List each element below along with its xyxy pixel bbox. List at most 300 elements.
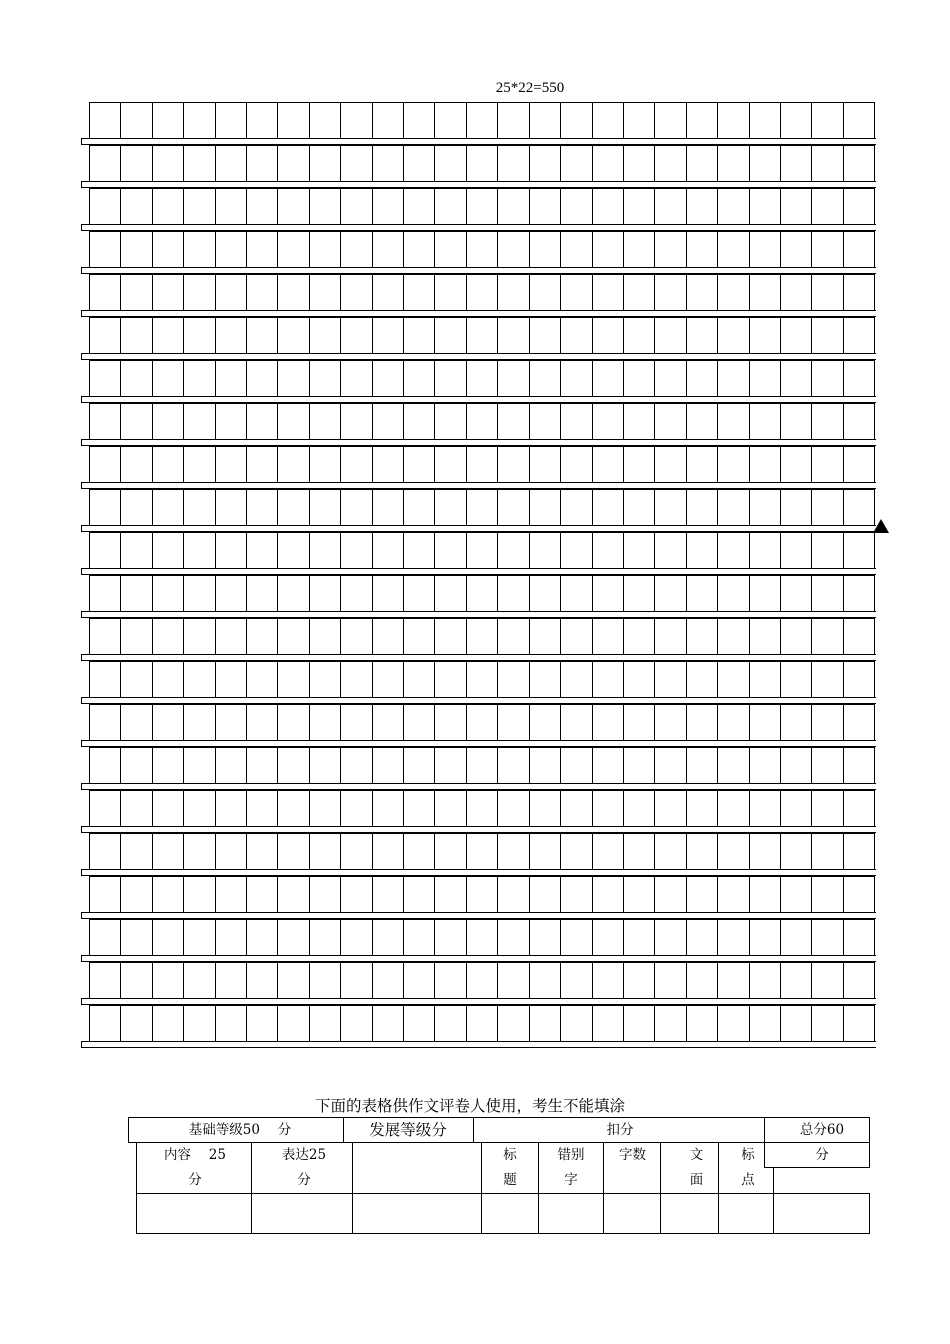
grid-cell[interactable] [843, 704, 875, 740]
grid-cell[interactable] [183, 532, 214, 568]
grid-cell[interactable] [623, 102, 654, 138]
grid-cell[interactable] [466, 231, 497, 267]
grid-cell[interactable] [466, 403, 497, 439]
grid-cell[interactable] [89, 790, 120, 826]
grid-cell[interactable] [623, 962, 654, 998]
grid-cell[interactable] [89, 704, 120, 740]
grid-cell[interactable] [152, 1005, 183, 1041]
grid-cell[interactable] [434, 833, 465, 869]
grid-cell[interactable] [403, 102, 434, 138]
grid-cell[interactable] [843, 618, 875, 654]
grid-cell[interactable] [340, 919, 371, 955]
grid-cell[interactable] [152, 102, 183, 138]
grid-cell[interactable] [120, 661, 151, 697]
grid-cell[interactable] [592, 1005, 623, 1041]
grid-cell[interactable] [215, 919, 246, 955]
grid-cell[interactable] [277, 532, 308, 568]
grid-cell[interactable] [466, 188, 497, 224]
grid-cell[interactable] [497, 919, 528, 955]
grid-cell[interactable] [717, 403, 748, 439]
grid-cell[interactable] [560, 188, 591, 224]
grid-cell[interactable] [497, 446, 528, 482]
grid-cell[interactable] [183, 833, 214, 869]
grid-cell[interactable] [309, 360, 340, 396]
grid-cell[interactable] [89, 618, 120, 654]
grid-cell[interactable] [215, 231, 246, 267]
grid-cell[interactable] [686, 317, 717, 353]
grid-cell[interactable] [529, 532, 560, 568]
grid-cell[interactable] [277, 876, 308, 912]
grid-cell[interactable] [843, 360, 875, 396]
grid-cell[interactable] [749, 403, 780, 439]
grid-cell[interactable] [309, 274, 340, 310]
grid-cell[interactable] [529, 962, 560, 998]
grid-cell[interactable] [403, 446, 434, 482]
grid-cell[interactable] [372, 704, 403, 740]
grid-cell[interactable] [246, 919, 277, 955]
grid-cell[interactable] [529, 661, 560, 697]
grid-cell[interactable] [183, 145, 214, 181]
grid-cell[interactable] [403, 704, 434, 740]
grid-cell[interactable] [529, 317, 560, 353]
grid-cell[interactable] [466, 274, 497, 310]
grid-cell[interactable] [686, 1005, 717, 1041]
grid-cell[interactable] [811, 274, 842, 310]
grid-cell[interactable] [811, 618, 842, 654]
grid-cell[interactable] [623, 790, 654, 826]
grid-cell[interactable] [246, 876, 277, 912]
grid-cell[interactable] [686, 403, 717, 439]
grid-cell[interactable] [277, 661, 308, 697]
grid-cell[interactable] [592, 446, 623, 482]
grid-cell[interactable] [497, 360, 528, 396]
grid-cell[interactable] [497, 102, 528, 138]
grid-cell[interactable] [89, 403, 120, 439]
grid-cell[interactable] [811, 188, 842, 224]
grid-cell[interactable] [529, 876, 560, 912]
grid-cell[interactable] [592, 360, 623, 396]
grid-cell[interactable] [497, 188, 528, 224]
grid-cell[interactable] [811, 575, 842, 611]
grid-cell[interactable] [717, 231, 748, 267]
grid-cell[interactable] [120, 962, 151, 998]
grid-cell[interactable] [277, 231, 308, 267]
grid-cell[interactable] [120, 1005, 151, 1041]
grid-cell[interactable] [560, 1005, 591, 1041]
grid-cell[interactable] [654, 489, 685, 525]
grid-cell[interactable] [466, 876, 497, 912]
grid-cell[interactable] [654, 790, 685, 826]
grid-cell[interactable] [749, 317, 780, 353]
grid-cell[interactable] [843, 489, 875, 525]
grid-cell[interactable] [623, 618, 654, 654]
grid-cell[interactable] [215, 618, 246, 654]
grid-cell[interactable] [749, 876, 780, 912]
grid-cell[interactable] [309, 231, 340, 267]
grid-cell[interactable] [717, 360, 748, 396]
grid-cell[interactable] [403, 575, 434, 611]
grid-cell[interactable] [466, 962, 497, 998]
grid-cell[interactable] [309, 188, 340, 224]
grid-cell[interactable] [529, 618, 560, 654]
grid-cell[interactable] [340, 489, 371, 525]
grid-cell[interactable] [497, 661, 528, 697]
grid-cell[interactable] [340, 747, 371, 783]
grid-cell[interactable] [434, 317, 465, 353]
grid-cell[interactable] [309, 575, 340, 611]
grid-cell[interactable] [340, 360, 371, 396]
grid-cell[interactable] [592, 704, 623, 740]
grid-cell[interactable] [654, 1005, 685, 1041]
grid-cell[interactable] [246, 790, 277, 826]
grid-cell[interactable] [183, 661, 214, 697]
grid-cell[interactable] [183, 618, 214, 654]
grid-cell[interactable] [560, 575, 591, 611]
grid-cell[interactable] [152, 145, 183, 181]
grid-cell[interactable] [749, 919, 780, 955]
grid-cell[interactable] [497, 532, 528, 568]
grid-cell[interactable] [152, 532, 183, 568]
grid-cell[interactable] [686, 618, 717, 654]
grid-cell[interactable] [717, 919, 748, 955]
grid-cell[interactable] [560, 317, 591, 353]
grid-cell[interactable] [560, 962, 591, 998]
grid-cell[interactable] [843, 317, 875, 353]
grid-cell[interactable] [215, 360, 246, 396]
grid-cell[interactable] [717, 446, 748, 482]
grid-cell[interactable] [592, 575, 623, 611]
grid-cell[interactable] [686, 102, 717, 138]
grid-cell[interactable] [434, 790, 465, 826]
grid-cell[interactable] [152, 403, 183, 439]
grid-cell[interactable] [623, 403, 654, 439]
grid-cell[interactable] [497, 962, 528, 998]
grid-cell[interactable] [843, 188, 875, 224]
grid-cell[interactable] [120, 919, 151, 955]
grid-cell[interactable] [183, 575, 214, 611]
grid-cell[interactable] [529, 446, 560, 482]
grid-cell[interactable] [811, 661, 842, 697]
grid-cell[interactable] [246, 575, 277, 611]
grid-cell[interactable] [183, 274, 214, 310]
grid-cell[interactable] [654, 360, 685, 396]
grid-cell[interactable] [215, 532, 246, 568]
grid-cell[interactable] [466, 704, 497, 740]
grid-cell[interactable] [749, 446, 780, 482]
grid-cell[interactable] [340, 231, 371, 267]
grid-cell[interactable] [89, 962, 120, 998]
grid-cell[interactable] [686, 231, 717, 267]
grid-cell[interactable] [466, 532, 497, 568]
grid-cell[interactable] [403, 618, 434, 654]
grid-cell[interactable] [120, 274, 151, 310]
grid-cell[interactable] [340, 704, 371, 740]
grid-cell[interactable] [592, 489, 623, 525]
grid-cell[interactable] [183, 231, 214, 267]
grid-cell[interactable] [152, 489, 183, 525]
grid-cell[interactable] [309, 962, 340, 998]
grid-cell[interactable] [246, 661, 277, 697]
grid-cell[interactable] [152, 231, 183, 267]
grid-cell[interactable] [686, 532, 717, 568]
grid-cell[interactable] [277, 962, 308, 998]
grid-cell[interactable] [340, 274, 371, 310]
grid-cell[interactable] [152, 360, 183, 396]
grid-cell[interactable] [215, 833, 246, 869]
grid-cell[interactable] [215, 317, 246, 353]
grid-cell[interactable] [215, 790, 246, 826]
grid-cell[interactable] [246, 145, 277, 181]
grid-cell[interactable] [654, 618, 685, 654]
grid-cell[interactable] [120, 618, 151, 654]
grid-cell[interactable] [843, 1005, 875, 1041]
grid-cell[interactable] [434, 876, 465, 912]
grid-cell[interactable] [277, 919, 308, 955]
grid-cell[interactable] [780, 360, 811, 396]
grid-cell[interactable] [466, 661, 497, 697]
grid-cell[interactable] [592, 790, 623, 826]
grid-cell[interactable] [529, 145, 560, 181]
grid-cell[interactable] [466, 1005, 497, 1041]
grid-cell[interactable] [780, 876, 811, 912]
grid-cell[interactable] [654, 231, 685, 267]
grid-cell[interactable] [497, 618, 528, 654]
grid-cell[interactable] [309, 1005, 340, 1041]
grid-cell[interactable] [183, 919, 214, 955]
grid-cell[interactable] [843, 790, 875, 826]
grid-cell[interactable] [749, 747, 780, 783]
grid-cell[interactable] [152, 188, 183, 224]
grid-cell[interactable] [780, 575, 811, 611]
grid-cell[interactable] [89, 1005, 120, 1041]
grid-cell[interactable] [403, 532, 434, 568]
grid-cell[interactable] [780, 403, 811, 439]
grid-cell[interactable] [717, 790, 748, 826]
grid-cell[interactable] [89, 747, 120, 783]
grid-cell[interactable] [89, 489, 120, 525]
grid-cell[interactable] [592, 618, 623, 654]
grid-cell[interactable] [843, 231, 875, 267]
grid-cell[interactable] [340, 532, 371, 568]
grid-cell[interactable] [623, 747, 654, 783]
grid-cell[interactable] [529, 274, 560, 310]
grid-cell[interactable] [434, 145, 465, 181]
grid-cell[interactable] [372, 102, 403, 138]
grid-cell[interactable] [686, 747, 717, 783]
grid-cell[interactable] [152, 274, 183, 310]
grid-cell[interactable] [120, 188, 151, 224]
grid-cell[interactable] [717, 876, 748, 912]
grid-cell[interactable] [466, 747, 497, 783]
grid-cell[interactable] [215, 102, 246, 138]
grid-cell[interactable] [717, 145, 748, 181]
grid-cell[interactable] [654, 102, 685, 138]
grid-cell[interactable] [592, 532, 623, 568]
grid-cell[interactable] [372, 360, 403, 396]
grid-cell[interactable] [780, 833, 811, 869]
grid-cell[interactable] [372, 962, 403, 998]
grid-cell[interactable] [309, 446, 340, 482]
grid-cell[interactable] [434, 747, 465, 783]
grid-cell[interactable] [89, 145, 120, 181]
grid-cell[interactable] [497, 704, 528, 740]
grid-cell[interactable] [560, 876, 591, 912]
grid-cell[interactable] [183, 188, 214, 224]
grid-cell[interactable] [592, 317, 623, 353]
grid-cell[interactable] [654, 919, 685, 955]
grid-cell[interactable] [811, 145, 842, 181]
grid-cell[interactable] [434, 360, 465, 396]
grid-cell[interactable] [560, 790, 591, 826]
grid-cell[interactable] [749, 231, 780, 267]
grid-cell[interactable] [183, 403, 214, 439]
grid-cell[interactable] [497, 747, 528, 783]
grid-cell[interactable] [811, 919, 842, 955]
grid-cell[interactable] [623, 188, 654, 224]
grid-cell[interactable] [717, 962, 748, 998]
grid-cell[interactable] [309, 618, 340, 654]
grid-cell[interactable] [340, 145, 371, 181]
grid-cell[interactable] [246, 833, 277, 869]
grid-cell[interactable] [340, 790, 371, 826]
grid-cell[interactable] [654, 833, 685, 869]
grid-cell[interactable] [780, 317, 811, 353]
grid-cell[interactable] [717, 274, 748, 310]
grid-cell[interactable] [403, 231, 434, 267]
grid-cell[interactable] [497, 489, 528, 525]
grid-cell[interactable] [780, 489, 811, 525]
grid-cell[interactable] [560, 231, 591, 267]
grid-cell[interactable] [560, 833, 591, 869]
grid-cell[interactable] [246, 102, 277, 138]
grid-cell[interactable] [686, 704, 717, 740]
grid-cell[interactable] [592, 274, 623, 310]
grid-cell[interactable] [529, 1005, 560, 1041]
grid-cell[interactable] [89, 102, 120, 138]
grid-cell[interactable] [749, 833, 780, 869]
grid-cell[interactable] [686, 145, 717, 181]
grid-cell[interactable] [686, 876, 717, 912]
grid-cell[interactable] [811, 317, 842, 353]
grid-cell[interactable] [529, 489, 560, 525]
grid-cell[interactable] [560, 446, 591, 482]
grid-cell[interactable] [592, 962, 623, 998]
grid-cell[interactable] [215, 188, 246, 224]
grid-cell[interactable] [466, 489, 497, 525]
grid-cell[interactable] [309, 747, 340, 783]
grid-cell[interactable] [623, 876, 654, 912]
grid-cell[interactable] [183, 489, 214, 525]
grid-cell[interactable] [466, 833, 497, 869]
grid-cell[interactable] [497, 1005, 528, 1041]
grid-cell[interactable] [811, 102, 842, 138]
grid-cell[interactable] [372, 188, 403, 224]
grid-cell[interactable] [749, 1005, 780, 1041]
grid-cell[interactable] [372, 274, 403, 310]
grid-cell[interactable] [89, 661, 120, 697]
grid-cell[interactable] [592, 102, 623, 138]
grid-cell[interactable] [592, 876, 623, 912]
grid-cell[interactable] [403, 360, 434, 396]
grid-cell[interactable] [372, 145, 403, 181]
grid-cell[interactable] [811, 403, 842, 439]
grid-cell[interactable] [403, 876, 434, 912]
grid-cell[interactable] [843, 102, 875, 138]
grid-cell[interactable] [309, 403, 340, 439]
grid-cell[interactable] [686, 188, 717, 224]
grid-cell[interactable] [780, 145, 811, 181]
essay-writing-grid[interactable] [81, 102, 876, 1048]
grid-cell[interactable] [340, 188, 371, 224]
grid-cell[interactable] [560, 145, 591, 181]
grid-cell[interactable] [497, 231, 528, 267]
grid-cell[interactable] [372, 790, 403, 826]
grid-cell[interactable] [183, 446, 214, 482]
grid-cell[interactable] [215, 145, 246, 181]
grid-cell[interactable] [811, 704, 842, 740]
grid-cell[interactable] [215, 661, 246, 697]
grid-cell[interactable] [403, 489, 434, 525]
grid-cell[interactable] [843, 446, 875, 482]
grid-cell[interactable] [183, 962, 214, 998]
grid-cell[interactable] [403, 833, 434, 869]
grid-cell[interactable] [372, 919, 403, 955]
grid-cell[interactable] [497, 876, 528, 912]
grid-cell[interactable] [246, 489, 277, 525]
grid-cell[interactable] [246, 532, 277, 568]
grid-cell[interactable] [434, 188, 465, 224]
grid-cell[interactable] [717, 833, 748, 869]
grid-cell[interactable] [183, 317, 214, 353]
grid-cell[interactable] [246, 231, 277, 267]
grid-cell[interactable] [152, 317, 183, 353]
grid-cell[interactable] [592, 145, 623, 181]
grid-cell[interactable] [686, 962, 717, 998]
grid-cell[interactable] [89, 575, 120, 611]
grid-cell[interactable] [654, 145, 685, 181]
grid-cell[interactable] [309, 833, 340, 869]
grid-cell[interactable] [497, 317, 528, 353]
grid-cell[interactable] [623, 704, 654, 740]
grid-cell[interactable] [372, 532, 403, 568]
grid-cell[interactable] [623, 919, 654, 955]
grid-cell[interactable] [780, 704, 811, 740]
grid-cell[interactable] [246, 618, 277, 654]
grid-cell[interactable] [749, 102, 780, 138]
grid-cell[interactable] [309, 317, 340, 353]
grid-cell[interactable] [246, 747, 277, 783]
grid-cell[interactable] [466, 790, 497, 826]
grid-cell[interactable] [686, 919, 717, 955]
grid-cell[interactable] [152, 446, 183, 482]
grid-cell[interactable] [780, 532, 811, 568]
grid-cell[interactable] [811, 446, 842, 482]
grid-cell[interactable] [340, 575, 371, 611]
grid-cell[interactable] [434, 618, 465, 654]
grid-cell[interactable] [780, 231, 811, 267]
grid-cell[interactable] [215, 1005, 246, 1041]
grid-cell[interactable] [403, 747, 434, 783]
grid-cell[interactable] [403, 919, 434, 955]
grid-cell[interactable] [749, 145, 780, 181]
grid-cell[interactable] [372, 317, 403, 353]
grid-cell[interactable] [152, 790, 183, 826]
grid-cell[interactable] [560, 919, 591, 955]
grid-cell[interactable] [654, 747, 685, 783]
grid-cell[interactable] [403, 661, 434, 697]
grid-cell[interactable] [780, 1005, 811, 1041]
grid-cell[interactable] [277, 102, 308, 138]
